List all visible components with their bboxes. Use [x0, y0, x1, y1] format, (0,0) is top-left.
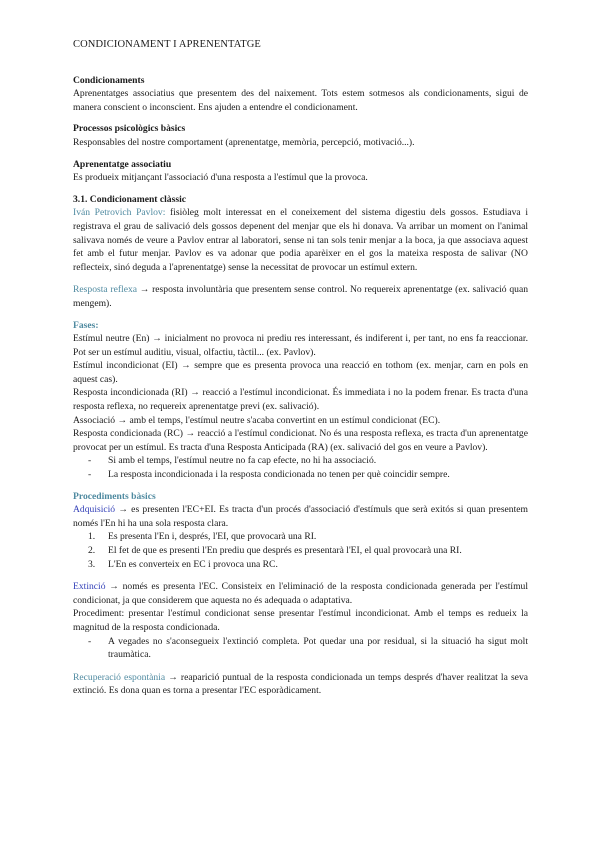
list-item: - A vegades no s'aconsegueix l'extinció completa. Pot quedar una por residual, si la situació ha sigut molt traumàtica. [73, 635, 528, 662]
resposta-reflexa-text: → resposta involuntària que presentem sense control. No requereix aprenentatge (ex. salivació quan mengem). [73, 284, 528, 309]
heading-procediments: Procediments bàsics [73, 490, 156, 502]
resposta-reflexa-label: Resposta reflexa [73, 284, 138, 296]
recuperacio-label: Recuperació espontània [73, 671, 166, 683]
recuperacio-text: → reaparició puntual de la resposta condicionada un temps després d'haver realitzat la seva extinció. Es dona quan es torna a presentar l'EC esporàdicament. [73, 671, 528, 697]
paragraph-recuperacio [73, 671, 528, 698]
list-item: - Si amb el temps, l'estímul neutre no fa cap efecte, no hi ha associació. [73, 454, 528, 468]
heading-condicionaments: Condicionaments [73, 74, 145, 86]
section-fases [73, 319, 528, 482]
paragraph-procediment: Procediment: presentar l'estímul condicionat sense presentar l'estímul incondicionat. Amb el temps es redueix la magnitud de la resposta condicionada. [73, 608, 528, 633]
adquisicio-text: → es presenten l'EC+EI. Es tracta d'un procés d'associació d'estímuls que serà exitós si quan presentem només l'En hi ha una sola resposta clara. [73, 504, 528, 529]
heading-processos: Processos psicològics bàsics [73, 123, 186, 135]
paragraph-aprenentatge: Es produeix mitjançant l'associació d'una resposta a l'estímul que la provoca. [73, 172, 368, 184]
paragraph-resposta-reflexa [73, 283, 528, 310]
step-number: 3. [88, 558, 96, 570]
extincio-label: Extinció [73, 581, 106, 593]
list-item [73, 558, 528, 572]
fase-item: Associació → amb el temps, l'estímul neutre s'acaba convertint en un estímul condicionat (EC). [73, 414, 441, 426]
adquisicio-label: Adquisició [73, 504, 116, 516]
fase-item: Estímul incondicionat (EI) → sempre que es presenta provoca una reacció en tothom (ex. menjar, carn en pols en aquest cas). [73, 360, 528, 385]
step-text: Es presenta l'En i, després, l'EI, que provocarà una RI. [108, 531, 317, 543]
step-number: 1. [88, 531, 96, 543]
document-title: CONDICIONAMENT I APRENENTATGE [73, 39, 261, 50]
fases-notes-list [73, 454, 528, 481]
step-text: El fet de que es presenti l'En prediu que després es presentarà l'EI, el qual provocarà una RI. [108, 545, 462, 556]
extincio-notes-list [73, 635, 528, 662]
paragraph-extincio [73, 580, 528, 607]
fase-item: Resposta incondicionada (RI) → reacció a l'estímul incondicionat. És immediata i no la podem frenar. Es tracta d'una resposta reflexa, no requereix aprenentatge previ (ex. salivació). [73, 387, 528, 413]
paragraph-condicionaments: Aprenentatges associatius que presentem des del naixement. Tots estem sotmesos als condicionaments, sigui de manera conscient o inconscient. Ens ajuden a entendre el condicionament. [73, 88, 528, 113]
paragraph-adquisicio [73, 503, 528, 530]
list-item: - La resposta incondicionada i la resposta condicionada no tenen per què coincidir sempre. [73, 468, 528, 482]
adquisicio-steps-list [73, 530, 528, 571]
fase-item: Resposta condicionada (RC) → reacció a l'estímul condicionat. No és una resposta reflexa, es tracta d'un aprenentatge provocat per un estímul. Es tracta d'una Resposta Anticipada (RA) (ex. salivació del gos en veure a Pavlov). [73, 428, 528, 453]
section-procediments [73, 490, 528, 698]
step-number: 2. [88, 545, 96, 556]
heading-condicionament-classic: 3.1. Condicionament clàssic [73, 193, 186, 205]
list-item [73, 544, 528, 558]
document-body [73, 38, 528, 706]
list-item [73, 530, 528, 544]
section-processos [73, 122, 528, 149]
extincio-text: → només es presenta l'EC. Consisteix en l'eliminació de la resposta condicionada generada per l'estímul condicionat, ja que considerem que aquesta no és adequada o adaptativa. [73, 581, 528, 606]
paragraph-processos: Responsables del nostre comportament (aprenentatge, memòria, percepció, motivació...). [73, 136, 415, 148]
pavlov-description: fisiòleg molt interessat en el coneixement del sistema digestiu dels gossos. Estudiava i registrava el grau de salivació dels gossos depenent del menjar que els hi donava. Va arribar un moment on l'animal salivava només de veure a Pavlov entrar al laboratori, sense ni tan sols tenir menjar a la boca, ja que associava aquest fet amb el futur menjar. Pavlov es va adonar que podia aparèixer en el gos la mateixa resposta de salivar (NO reflecteix, sinó deguda a l'aprenentatge) sense la necessitat de provocar un estímul extern. [73, 207, 528, 273]
section-condicionaments [73, 74, 528, 115]
heading-fases: Fases: [73, 319, 99, 331]
section-condicionament-classic [73, 193, 528, 311]
section-aprenentatge [73, 158, 528, 185]
pavlov-name: Iván Petrovich Pavlov: [73, 207, 166, 219]
fase-item: Estímul neutre (En) → inicialment no provoca ni prediu res interessant, és indiferent i, per tant, no ens fa reaccionar. Pot ser un estímul auditiu, visual, olfactiu, tàctil... (ex. Pavlov). [73, 333, 528, 358]
step-text: L'En es converteix en EC i provoca una RC. [108, 558, 278, 570]
heading-aprenentatge: Aprenentatge associatiu [73, 158, 172, 170]
paragraph-pavlov [73, 206, 528, 274]
